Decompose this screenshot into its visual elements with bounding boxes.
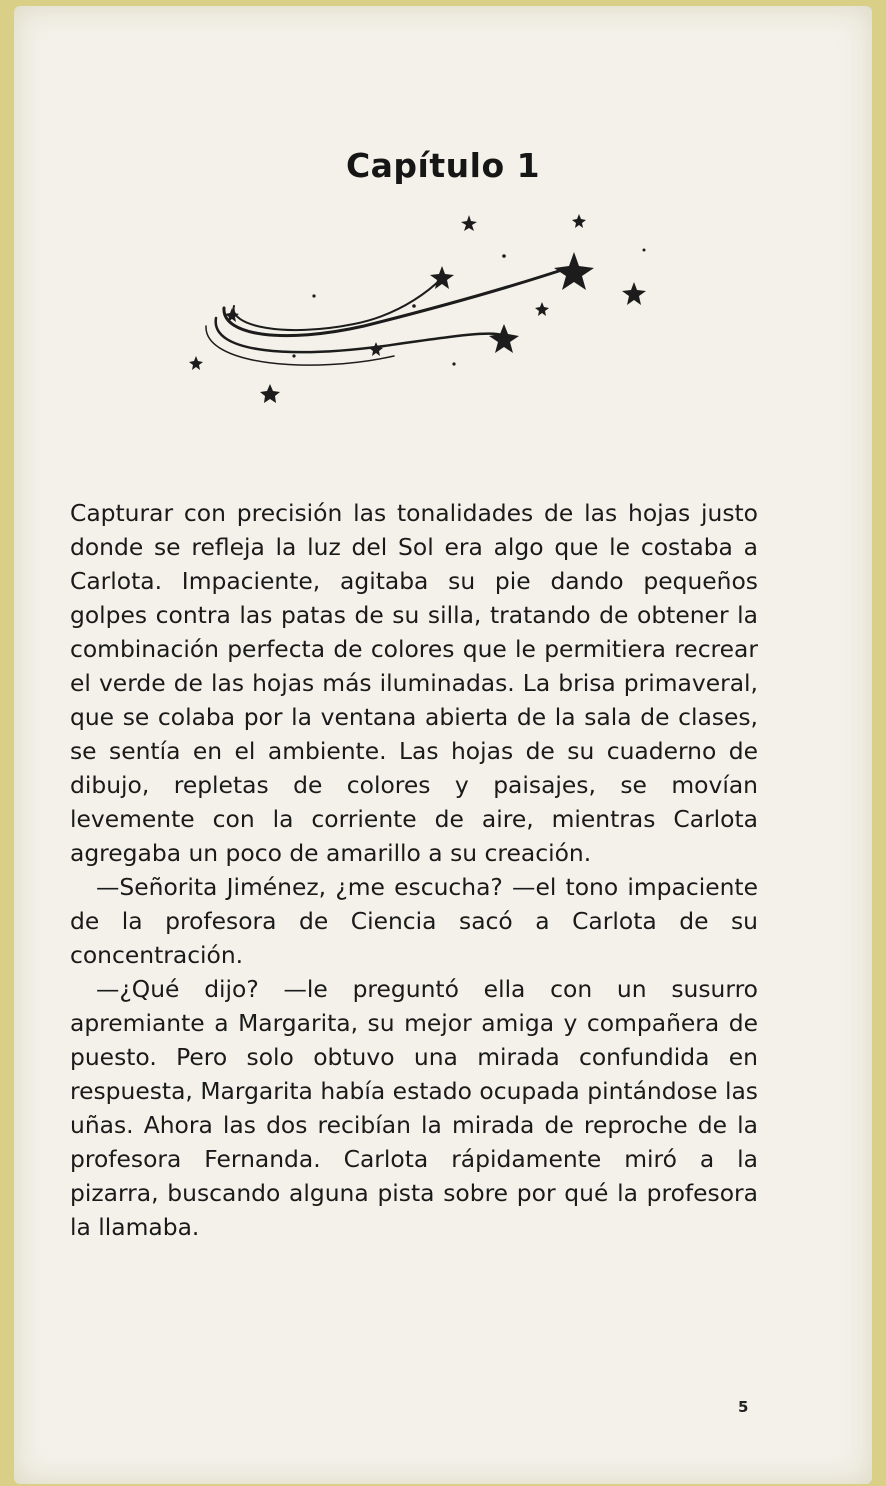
- star-icon: [189, 356, 203, 370]
- chapter-title: Capítulo 1: [345, 146, 541, 185]
- star-icon: [622, 282, 646, 305]
- star-icon: [489, 324, 519, 353]
- shooting-stars-illustration: [164, 206, 684, 416]
- star-icon: [535, 302, 549, 316]
- book-page: [14, 6, 872, 1484]
- body-text: [70, 496, 758, 1244]
- star-icon: [554, 252, 594, 290]
- star-icon: [260, 384, 280, 403]
- star-icon: [572, 214, 586, 228]
- paragraph-1: Capturar con precisión las tonalidades de las hojas justo donde se refleja la luz del Sol era algo que le costaba a Carlota. Impaciente, agitaba su pie dando pequeños golpes contra las patas de su silla, tratando de obtener la combinación perfecta de colores que le permitiera recrear el verde de las hojas más iluminadas. La brisa primaveral, que se colaba por la ventana abierta de la sala de clases, se sentía en el ambiente. Las hojas de su cuaderno de dibujo, repletas de colores y paisajes, se movían levemente con la corriente de aire, mientras Carlota agregaba un poco de amarillo a su creación.: [70, 499, 758, 867]
- page-number: 5: [738, 1398, 749, 1416]
- star-icon: [461, 215, 477, 231]
- paragraph-3: —¿Qué dijo? —le preguntó ella con un susurro apremiante a Margarita, su mejor amiga y compañera de puesto. Pero solo obtuvo una mirada confundida en respuesta, Margarita había estado ocupada pintándose las uñas. Ahora las dos recibían la mirada de reproche de la profesora Fernanda. Carlota rápidamente miró a la pizarra, buscando alguna pista sobre por qué la profesora la llamaba.: [70, 975, 758, 1241]
- star-icon: [369, 342, 383, 356]
- paragraph-2: —Señorita Jiménez, ¿me escucha? —el tono impaciente de la profesora de Ciencia sacó a Carlota de su concentración.: [70, 873, 758, 969]
